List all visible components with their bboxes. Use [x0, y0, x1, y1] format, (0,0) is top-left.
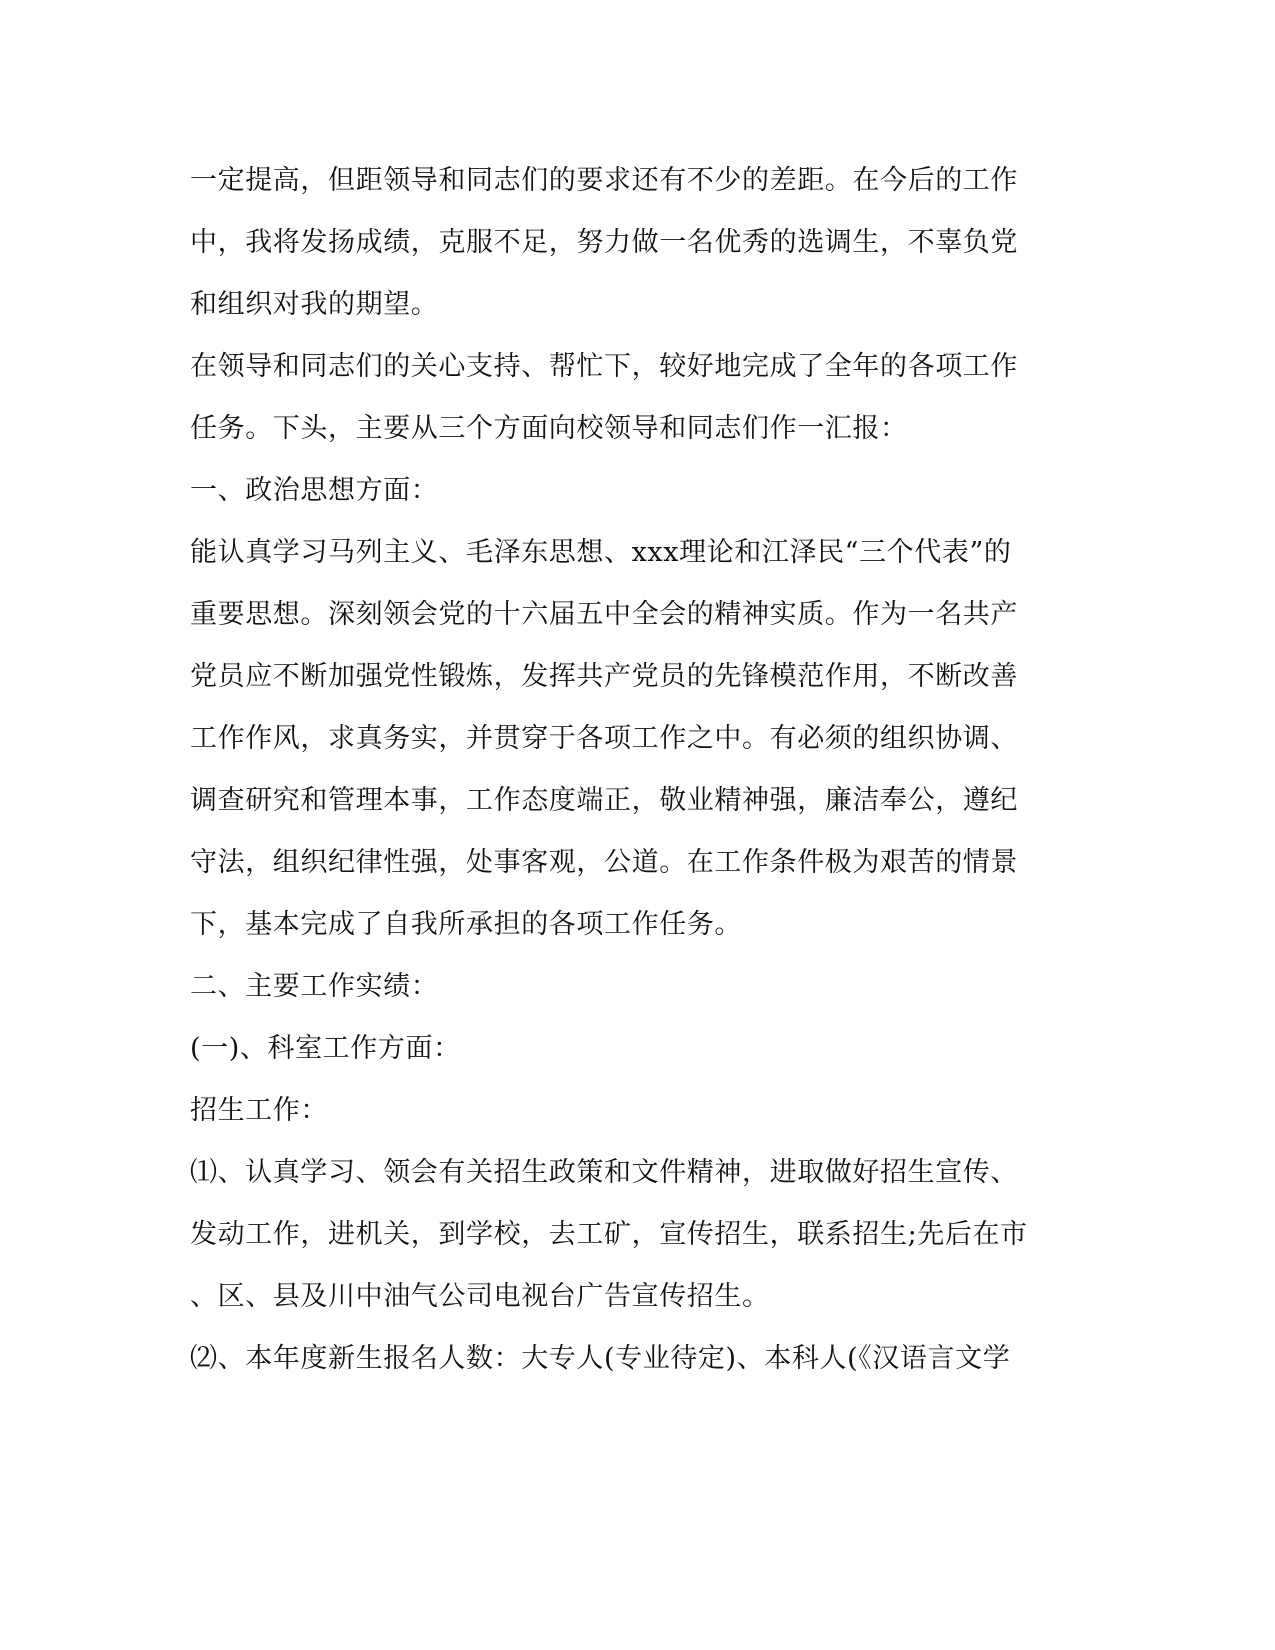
text-line: 重要思想。深刻领会党的十六届五中全会的精神实质。作为一名共产	[190, 599, 1018, 630]
text-line: 在领导和同志们的关心支持、帮忙下，较好地完成了全年的各项工作	[190, 351, 1018, 382]
section-heading: 二、主要工作实绩：	[190, 971, 439, 1002]
text-line: 一定提高，但距领导和同志们的要求还有不少的差距。在今后的工作	[190, 165, 1018, 196]
text-line: 调查研究和管理本事，工作态度端正，敬业精神强，廉洁奉公，遵纪	[190, 785, 1018, 816]
subsection-heading: (一)、科室工作方面：	[190, 1033, 461, 1064]
text-line: 下，基本完成了自我所承担的各项工作任务。	[190, 909, 742, 940]
text-line: ⑴、认真学习、领会有关招生政策和文件精神，进取做好招生宣传、	[190, 1157, 1018, 1188]
text-line: 守法，组织纪律性强，处事客观，公道。在工作条件极为艰苦的情景	[190, 847, 1018, 878]
text-line: 能认真学习马列主义、毛泽东思想、xxx理论和江泽民“三个代表”的	[190, 537, 1012, 568]
subsection-heading: 招生工作：	[190, 1095, 328, 1126]
text-line: 工作作风，求真务实，并贯穿于各项工作之中。有必须的组织协调、	[190, 723, 1018, 754]
text-line: 发动工作，进机关，到学校，去工矿，宣传招生，联系招生;先后在市	[190, 1219, 1028, 1250]
text-line: 党员应不断加强党性锻炼，发挥共产党员的先锋模范作用，不断改善	[190, 661, 1018, 692]
text-line: 任务。下头，主要从三个方面向校领导和同志们作一汇报：	[190, 413, 908, 444]
text-line: ⑵、本年度新生报名人数：大专人(专业待定)、本科人(《汉语言文学	[190, 1343, 1011, 1374]
text-line: 和组织对我的期望。	[190, 289, 439, 320]
section-heading: 一、政治思想方面：	[190, 475, 439, 506]
text-line: 中，我将发扬成绩，克服不足，努力做一名优秀的选调生，不辜负党	[190, 227, 1018, 258]
text-line: 、区、县及川中油气公司电视台广告宣传招生。	[190, 1281, 770, 1312]
